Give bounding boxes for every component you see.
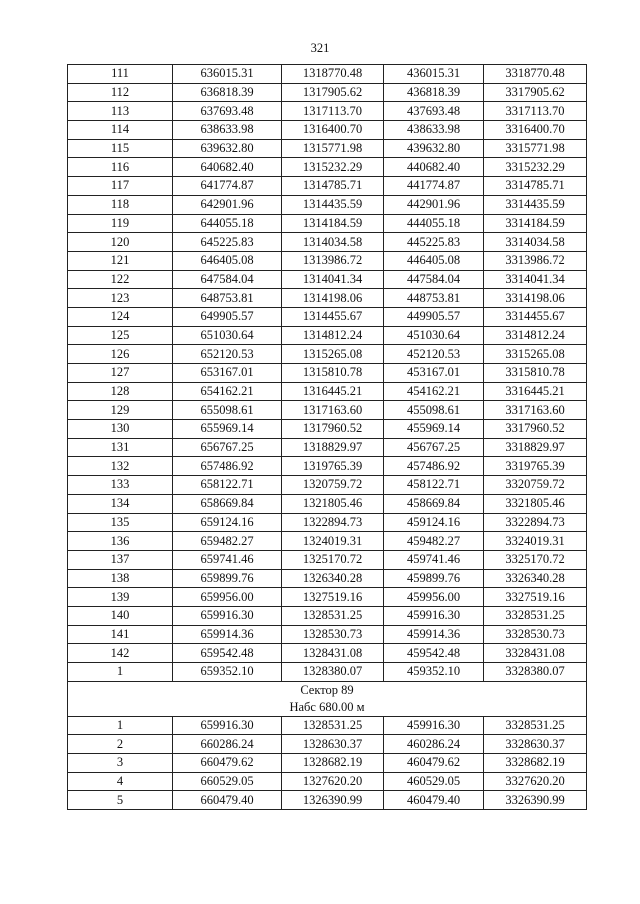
point-number-cell: 1: [68, 716, 173, 735]
rows-after-section: [68, 716, 587, 809]
table-row: [68, 233, 587, 252]
point-number-cell: 114: [68, 121, 173, 140]
y2-coordinate-cell: 3317113.70: [484, 102, 587, 121]
table-row: [68, 345, 587, 364]
x-coordinate-cell: 647584.04: [173, 270, 282, 289]
x-coordinate-cell: 659916.30: [173, 716, 282, 735]
x2-coordinate-cell: 436818.39: [384, 83, 484, 102]
x-coordinate-cell: 656767.25: [173, 438, 282, 457]
x-coordinate-cell: 640682.40: [173, 158, 282, 177]
section-title: Сектор 89: [300, 682, 354, 697]
x2-coordinate-cell: 460479.62: [384, 754, 484, 773]
x2-coordinate-cell: 446405.08: [384, 251, 484, 270]
x2-coordinate-cell: 445225.83: [384, 233, 484, 252]
x-coordinate-cell: 659914.36: [173, 625, 282, 644]
y2-coordinate-cell: 3322894.73: [484, 513, 587, 532]
x-coordinate-cell: 655969.14: [173, 420, 282, 439]
x-coordinate-cell: 641774.87: [173, 177, 282, 196]
x-coordinate-cell: 645225.83: [173, 233, 282, 252]
table-row: [68, 102, 587, 121]
y2-coordinate-cell: 3327519.16: [484, 588, 587, 607]
x2-coordinate-cell: 454162.21: [384, 382, 484, 401]
table-row: [68, 364, 587, 383]
section-row: [68, 681, 587, 716]
y-coordinate-cell: 1320759.72: [282, 476, 384, 495]
point-number-cell: 125: [68, 326, 173, 345]
point-number-cell: 131: [68, 438, 173, 457]
x2-coordinate-cell: 455098.61: [384, 401, 484, 420]
point-number-cell: 139: [68, 588, 173, 607]
x-coordinate-cell: 659124.16: [173, 513, 282, 532]
point-number-cell: 128: [68, 382, 173, 401]
y2-coordinate-cell: 3318770.48: [484, 65, 587, 84]
x-coordinate-cell: 660479.40: [173, 791, 282, 810]
point-number-cell: 142: [68, 644, 173, 663]
y-coordinate-cell: 1328630.37: [282, 735, 384, 754]
y2-coordinate-cell: 3328531.25: [484, 716, 587, 735]
y-coordinate-cell: 1319765.39: [282, 457, 384, 476]
y-coordinate-cell: 1314435.59: [282, 195, 384, 214]
y2-coordinate-cell: 3319765.39: [484, 457, 587, 476]
y2-coordinate-cell: 3315265.08: [484, 345, 587, 364]
table-row: [68, 716, 587, 735]
x2-coordinate-cell: 459914.36: [384, 625, 484, 644]
y-coordinate-cell: 1314034.58: [282, 233, 384, 252]
table-row: [68, 177, 587, 196]
y2-coordinate-cell: 3314435.59: [484, 195, 587, 214]
y2-coordinate-cell: 3326340.28: [484, 569, 587, 588]
point-number-cell: 124: [68, 307, 173, 326]
table-row: [68, 195, 587, 214]
y-coordinate-cell: 1315265.08: [282, 345, 384, 364]
point-number-cell: 121: [68, 251, 173, 270]
y-coordinate-cell: 1314184.59: [282, 214, 384, 233]
table-row: [68, 663, 587, 682]
x-coordinate-cell: 660529.05: [173, 772, 282, 791]
x2-coordinate-cell: 438633.98: [384, 121, 484, 140]
y-coordinate-cell: 1314812.24: [282, 326, 384, 345]
x2-coordinate-cell: 459482.27: [384, 532, 484, 551]
x2-coordinate-cell: 459899.76: [384, 569, 484, 588]
x2-coordinate-cell: 460286.24: [384, 735, 484, 754]
point-number-cell: 123: [68, 289, 173, 308]
table-row: [68, 289, 587, 308]
y-coordinate-cell: 1328530.73: [282, 625, 384, 644]
point-number-cell: 5: [68, 791, 173, 810]
x2-coordinate-cell: 459956.00: [384, 588, 484, 607]
x-coordinate-cell: 636818.39: [173, 83, 282, 102]
x-coordinate-cell: 657486.92: [173, 457, 282, 476]
x-coordinate-cell: 651030.64: [173, 326, 282, 345]
y-coordinate-cell: 1315771.98: [282, 139, 384, 158]
table-row: [68, 307, 587, 326]
y-coordinate-cell: 1322894.73: [282, 513, 384, 532]
y-coordinate-cell: 1317905.62: [282, 83, 384, 102]
point-number-cell: 113: [68, 102, 173, 121]
x-coordinate-cell: 659352.10: [173, 663, 282, 682]
table-row: [68, 513, 587, 532]
x-coordinate-cell: 659956.00: [173, 588, 282, 607]
point-number-cell: 3: [68, 754, 173, 773]
table-row: [68, 251, 587, 270]
y2-coordinate-cell: 3328630.37: [484, 735, 587, 754]
y2-coordinate-cell: 3315232.29: [484, 158, 587, 177]
section-header: [68, 681, 587, 716]
point-number-cell: 126: [68, 345, 173, 364]
table-row: [68, 569, 587, 588]
point-number-cell: 1: [68, 663, 173, 682]
x2-coordinate-cell: 442901.96: [384, 195, 484, 214]
y-coordinate-cell: 1318770.48: [282, 65, 384, 84]
x-coordinate-cell: 649905.57: [173, 307, 282, 326]
y2-coordinate-cell: 3317905.62: [484, 83, 587, 102]
y-coordinate-cell: 1325170.72: [282, 550, 384, 569]
y-coordinate-cell: 1317163.60: [282, 401, 384, 420]
x-coordinate-cell: 660286.24: [173, 735, 282, 754]
y-coordinate-cell: 1316445.21: [282, 382, 384, 401]
y2-coordinate-cell: 3314812.24: [484, 326, 587, 345]
table-row: [68, 476, 587, 495]
table-row: [68, 532, 587, 551]
point-number-cell: 118: [68, 195, 173, 214]
x-coordinate-cell: 638633.98: [173, 121, 282, 140]
y-coordinate-cell: 1328431.08: [282, 644, 384, 663]
y2-coordinate-cell: 3314041.34: [484, 270, 587, 289]
point-number-cell: 133: [68, 476, 173, 495]
y2-coordinate-cell: 3315771.98: [484, 139, 587, 158]
y2-coordinate-cell: 3328380.07: [484, 663, 587, 682]
x2-coordinate-cell: 459741.46: [384, 550, 484, 569]
point-number-cell: 138: [68, 569, 173, 588]
point-number-cell: 130: [68, 420, 173, 439]
point-number-cell: 111: [68, 65, 173, 84]
x-coordinate-cell: 648753.81: [173, 289, 282, 308]
y2-coordinate-cell: 3320759.72: [484, 476, 587, 495]
y-coordinate-cell: 1316400.70: [282, 121, 384, 140]
x-coordinate-cell: 637693.48: [173, 102, 282, 121]
y2-coordinate-cell: 3314455.67: [484, 307, 587, 326]
y-coordinate-cell: 1327620.20: [282, 772, 384, 791]
x-coordinate-cell: 642901.96: [173, 195, 282, 214]
y2-coordinate-cell: 3326390.99: [484, 791, 587, 810]
y2-coordinate-cell: 3328531.25: [484, 606, 587, 625]
table-row: [68, 735, 587, 754]
y-coordinate-cell: 1314198.06: [282, 289, 384, 308]
x-coordinate-cell: 655098.61: [173, 401, 282, 420]
y2-coordinate-cell: 3325170.72: [484, 550, 587, 569]
point-number-cell: 4: [68, 772, 173, 791]
x2-coordinate-cell: 436015.31: [384, 65, 484, 84]
x2-coordinate-cell: 440682.40: [384, 158, 484, 177]
y2-coordinate-cell: 3327620.20: [484, 772, 587, 791]
x-coordinate-cell: 660479.62: [173, 754, 282, 773]
point-number-cell: 136: [68, 532, 173, 551]
table-row: [68, 420, 587, 439]
y2-coordinate-cell: 3316445.21: [484, 382, 587, 401]
x2-coordinate-cell: 447584.04: [384, 270, 484, 289]
x-coordinate-cell: 659741.46: [173, 550, 282, 569]
point-number-cell: 119: [68, 214, 173, 233]
point-number-cell: 115: [68, 139, 173, 158]
x-coordinate-cell: 639632.80: [173, 139, 282, 158]
y2-coordinate-cell: 3314785.71: [484, 177, 587, 196]
x-coordinate-cell: 659482.27: [173, 532, 282, 551]
y2-coordinate-cell: 3318829.97: [484, 438, 587, 457]
x-coordinate-cell: 646405.08: [173, 251, 282, 270]
x2-coordinate-cell: 451030.64: [384, 326, 484, 345]
y2-coordinate-cell: 3314198.06: [484, 289, 587, 308]
table-row: [68, 772, 587, 791]
table-row: [68, 139, 587, 158]
x2-coordinate-cell: 457486.92: [384, 457, 484, 476]
x2-coordinate-cell: 460479.40: [384, 791, 484, 810]
x2-coordinate-cell: 439632.80: [384, 139, 484, 158]
point-number-cell: 140: [68, 606, 173, 625]
x2-coordinate-cell: 458669.84: [384, 494, 484, 513]
x2-coordinate-cell: 460529.05: [384, 772, 484, 791]
y2-coordinate-cell: 3328682.19: [484, 754, 587, 773]
x2-coordinate-cell: 444055.18: [384, 214, 484, 233]
x-coordinate-cell: 658669.84: [173, 494, 282, 513]
table-row: [68, 588, 587, 607]
y-coordinate-cell: 1326390.99: [282, 791, 384, 810]
y2-coordinate-cell: 3317163.60: [484, 401, 587, 420]
table-row: [68, 550, 587, 569]
x2-coordinate-cell: 458122.71: [384, 476, 484, 495]
x2-coordinate-cell: 441774.87: [384, 177, 484, 196]
table-row: [68, 121, 587, 140]
y2-coordinate-cell: 3328431.08: [484, 644, 587, 663]
x2-coordinate-cell: 459916.30: [384, 716, 484, 735]
point-number-cell: 134: [68, 494, 173, 513]
x2-coordinate-cell: 449905.57: [384, 307, 484, 326]
x-coordinate-cell: 653167.01: [173, 364, 282, 383]
y-coordinate-cell: 1328682.19: [282, 754, 384, 773]
point-number-cell: 2: [68, 735, 173, 754]
x2-coordinate-cell: 448753.81: [384, 289, 484, 308]
x2-coordinate-cell: 452120.53: [384, 345, 484, 364]
section-subtitle: Набс 680.00 м: [289, 699, 365, 714]
table-row: [68, 606, 587, 625]
table-row: [68, 65, 587, 84]
y-coordinate-cell: 1315810.78: [282, 364, 384, 383]
x-coordinate-cell: 658122.71: [173, 476, 282, 495]
table-row: [68, 754, 587, 773]
y2-coordinate-cell: 3317960.52: [484, 420, 587, 439]
y-coordinate-cell: 1326340.28: [282, 569, 384, 588]
point-number-cell: 129: [68, 401, 173, 420]
point-number-cell: 132: [68, 457, 173, 476]
point-number-cell: 120: [68, 233, 173, 252]
table-row: [68, 438, 587, 457]
table-row: [68, 401, 587, 420]
table-row: [68, 326, 587, 345]
point-number-cell: 141: [68, 625, 173, 644]
y2-coordinate-cell: 3324019.31: [484, 532, 587, 551]
table-row: [68, 494, 587, 513]
y-coordinate-cell: 1324019.31: [282, 532, 384, 551]
table-row: [68, 644, 587, 663]
x2-coordinate-cell: 455969.14: [384, 420, 484, 439]
point-number-cell: 117: [68, 177, 173, 196]
y-coordinate-cell: 1317113.70: [282, 102, 384, 121]
table-row: [68, 270, 587, 289]
table-row: [68, 457, 587, 476]
table-row: [68, 158, 587, 177]
x2-coordinate-cell: 459124.16: [384, 513, 484, 532]
y-coordinate-cell: 1313986.72: [282, 251, 384, 270]
y2-coordinate-cell: 3314034.58: [484, 233, 587, 252]
y-coordinate-cell: 1317960.52: [282, 420, 384, 439]
y2-coordinate-cell: 3314184.59: [484, 214, 587, 233]
x-coordinate-cell: 659916.30: [173, 606, 282, 625]
x-coordinate-cell: 659899.76: [173, 569, 282, 588]
y2-coordinate-cell: 3313986.72: [484, 251, 587, 270]
point-number-cell: 112: [68, 83, 173, 102]
point-number-cell: 127: [68, 364, 173, 383]
y2-coordinate-cell: 3321805.46: [484, 494, 587, 513]
table-row: [68, 382, 587, 401]
table-row: [68, 83, 587, 102]
y2-coordinate-cell: 3316400.70: [484, 121, 587, 140]
y-coordinate-cell: 1328531.25: [282, 716, 384, 735]
page-number: 321: [310, 41, 330, 55]
y-coordinate-cell: 1328380.07: [282, 663, 384, 682]
y-coordinate-cell: 1321805.46: [282, 494, 384, 513]
y-coordinate-cell: 1328531.25: [282, 606, 384, 625]
rows-before-section: [68, 65, 587, 682]
coordinates-table: [67, 64, 587, 810]
x-coordinate-cell: 652120.53: [173, 345, 282, 364]
table-row: [68, 791, 587, 810]
y2-coordinate-cell: 3315810.78: [484, 364, 587, 383]
x-coordinate-cell: 636015.31: [173, 65, 282, 84]
point-number-cell: 137: [68, 550, 173, 569]
x-coordinate-cell: 659542.48: [173, 644, 282, 663]
point-number-cell: 122: [68, 270, 173, 289]
section-cell: [68, 681, 587, 716]
y-coordinate-cell: 1315232.29: [282, 158, 384, 177]
x2-coordinate-cell: 437693.48: [384, 102, 484, 121]
y-coordinate-cell: 1318829.97: [282, 438, 384, 457]
point-number-cell: 135: [68, 513, 173, 532]
point-number-cell: 116: [68, 158, 173, 177]
table-row: [68, 625, 587, 644]
x-coordinate-cell: 654162.21: [173, 382, 282, 401]
y-coordinate-cell: 1327519.16: [282, 588, 384, 607]
y-coordinate-cell: 1314041.34: [282, 270, 384, 289]
x2-coordinate-cell: 456767.25: [384, 438, 484, 457]
y-coordinate-cell: 1314455.67: [282, 307, 384, 326]
x2-coordinate-cell: 459352.10: [384, 663, 484, 682]
y-coordinate-cell: 1314785.71: [282, 177, 384, 196]
x2-coordinate-cell: 459916.30: [384, 606, 484, 625]
y2-coordinate-cell: 3328530.73: [484, 625, 587, 644]
x-coordinate-cell: 644055.18: [173, 214, 282, 233]
table-row: [68, 214, 587, 233]
x2-coordinate-cell: 459542.48: [384, 644, 484, 663]
x2-coordinate-cell: 453167.01: [384, 364, 484, 383]
